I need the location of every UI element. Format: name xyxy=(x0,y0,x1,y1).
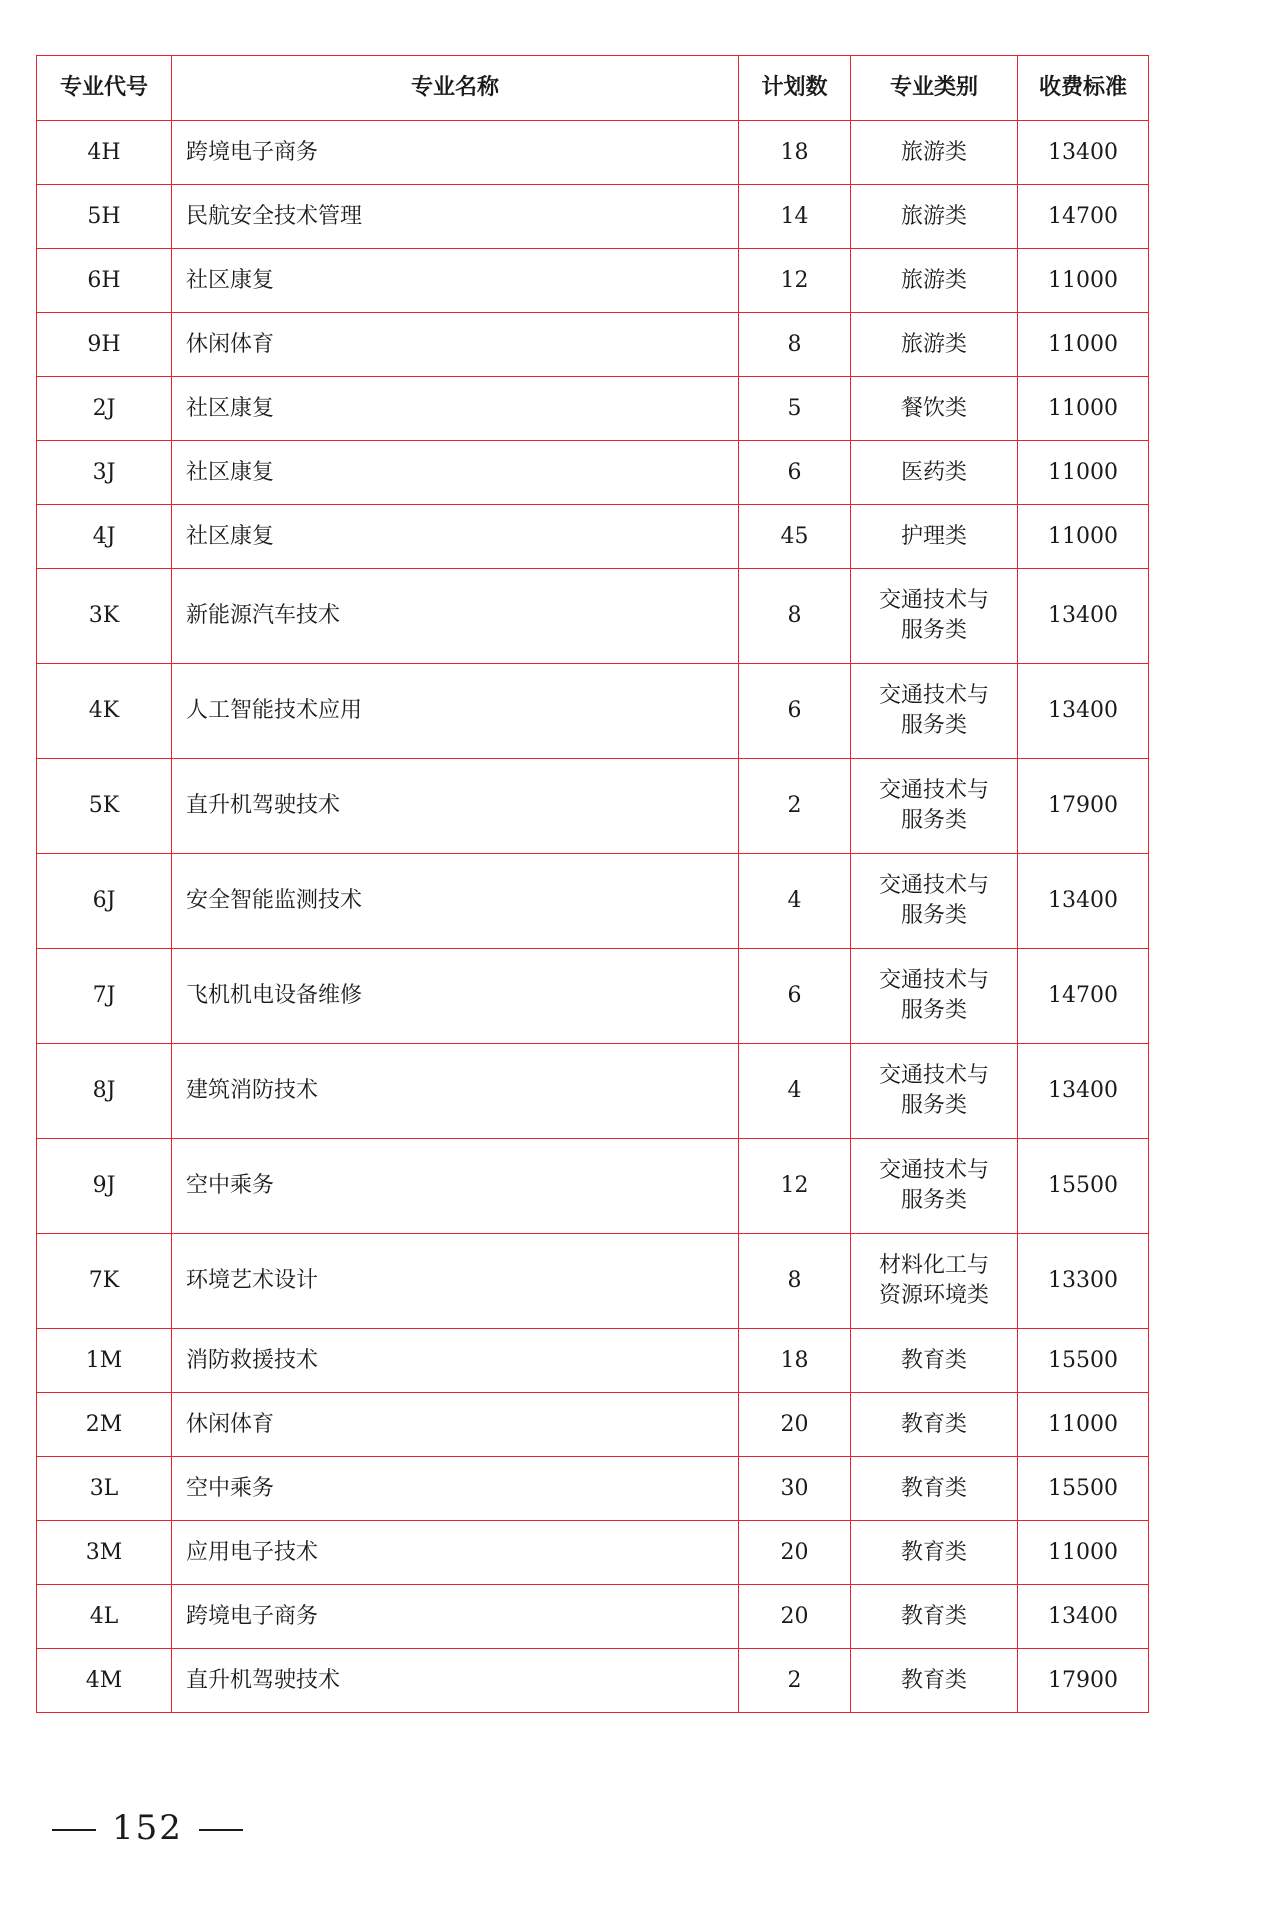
cell-fee: 11000 xyxy=(1018,313,1149,377)
cell-name: 飞机机电设备维修 xyxy=(172,949,739,1044)
category-line: 护理类 xyxy=(900,523,967,549)
cell-fee: 13400 xyxy=(1018,1585,1149,1649)
cell-category xyxy=(851,664,1018,759)
cell-code: 8J xyxy=(37,1044,172,1139)
cell-name: 休闲体育 xyxy=(172,313,739,377)
cell-category xyxy=(851,1139,1018,1234)
cell-category xyxy=(851,1649,1018,1713)
cell-plan: 45 xyxy=(739,505,851,569)
cell-fee: 14700 xyxy=(1018,185,1149,249)
table-row xyxy=(37,249,1149,313)
cell-fee: 15500 xyxy=(1018,1329,1149,1393)
category-line: 资源环境类 xyxy=(878,1283,989,1308)
cell-plan: 12 xyxy=(739,1139,851,1234)
cell-name: 空中乘务 xyxy=(172,1139,739,1234)
cell-fee: 14700 xyxy=(1018,949,1149,1044)
category-line: 材料化工与 xyxy=(878,1253,989,1278)
category-line: 交通技术与 xyxy=(878,588,989,613)
cell-name: 消防救援技术 xyxy=(172,1329,739,1393)
cell-name: 新能源汽车技术 xyxy=(172,569,739,664)
cell-fee: 13400 xyxy=(1018,569,1149,664)
cell-code: 3L xyxy=(37,1457,172,1521)
cell-name: 社区康复 xyxy=(172,377,739,441)
table-row xyxy=(37,121,1149,185)
cell-plan: 2 xyxy=(739,1649,851,1713)
category-line: 旅游类 xyxy=(900,139,967,165)
cell-category xyxy=(851,121,1018,185)
cell-fee: 17900 xyxy=(1018,1649,1149,1713)
category-line: 服务类 xyxy=(900,903,967,928)
table-body xyxy=(37,121,1149,1713)
category-line: 旅游类 xyxy=(900,203,967,229)
cell-code: 5H xyxy=(37,185,172,249)
cell-category xyxy=(851,441,1018,505)
header-category: 专业类别 xyxy=(851,56,1018,121)
table-row xyxy=(37,569,1149,664)
cell-code: 3J xyxy=(37,441,172,505)
cell-code: 2J xyxy=(37,377,172,441)
cell-fee: 11000 xyxy=(1018,441,1149,505)
cell-fee: 13300 xyxy=(1018,1234,1149,1329)
cell-code: 4J xyxy=(37,505,172,569)
cell-code: 3M xyxy=(37,1521,172,1585)
cell-plan: 30 xyxy=(739,1457,851,1521)
table-row xyxy=(37,505,1149,569)
cell-code: 4M xyxy=(37,1649,172,1713)
category-line: 教育类 xyxy=(900,1475,967,1501)
category-line: 服务类 xyxy=(900,1093,967,1118)
cell-name: 应用电子技术 xyxy=(172,1521,739,1585)
cell-category xyxy=(851,854,1018,949)
cell-category xyxy=(851,249,1018,313)
cell-plan: 20 xyxy=(739,1521,851,1585)
cell-code: 9J xyxy=(37,1139,172,1234)
category-line: 旅游类 xyxy=(900,331,967,357)
header-plan: 计划数 xyxy=(739,56,851,121)
category-line: 教育类 xyxy=(900,1539,967,1565)
category-line: 服务类 xyxy=(900,1188,967,1213)
table-row xyxy=(37,1649,1149,1713)
cell-plan: 20 xyxy=(739,1585,851,1649)
cell-name: 人工智能技术应用 xyxy=(172,664,739,759)
cell-plan: 18 xyxy=(739,121,851,185)
table-row xyxy=(37,1234,1149,1329)
category-line: 交通技术与 xyxy=(878,778,989,803)
cell-fee: 11000 xyxy=(1018,249,1149,313)
cell-fee: 13400 xyxy=(1018,664,1149,759)
enrollment-table-container xyxy=(36,55,1148,1713)
category-line: 教育类 xyxy=(900,1603,967,1629)
cell-code: 7K xyxy=(37,1234,172,1329)
cell-name: 建筑消防技术 xyxy=(172,1044,739,1139)
cell-fee: 11000 xyxy=(1018,505,1149,569)
cell-category xyxy=(851,569,1018,664)
category-line: 餐饮类 xyxy=(900,395,967,421)
cell-category xyxy=(851,759,1018,854)
cell-plan: 4 xyxy=(739,1044,851,1139)
table-header-row xyxy=(37,56,1149,121)
table-row xyxy=(37,1329,1149,1393)
category-line: 服务类 xyxy=(900,808,967,833)
cell-fee: 13400 xyxy=(1018,1044,1149,1139)
cell-code: 3K xyxy=(37,569,172,664)
cell-name: 社区康复 xyxy=(172,505,739,569)
category-line: 旅游类 xyxy=(900,267,967,293)
cell-fee: 13400 xyxy=(1018,121,1149,185)
category-line: 交通技术与 xyxy=(878,873,989,898)
cell-name: 社区康复 xyxy=(172,441,739,505)
table-row xyxy=(37,854,1149,949)
cell-fee: 15500 xyxy=(1018,1457,1149,1521)
cell-code: 7J xyxy=(37,949,172,1044)
cell-category xyxy=(851,313,1018,377)
table-row xyxy=(37,1044,1149,1139)
category-line: 医药类 xyxy=(900,459,967,485)
cell-category xyxy=(851,1044,1018,1139)
cell-name: 安全智能监测技术 xyxy=(172,854,739,949)
table-row xyxy=(37,185,1149,249)
cell-name: 跨境电子商务 xyxy=(172,1585,739,1649)
cell-plan: 20 xyxy=(739,1393,851,1457)
cell-plan: 18 xyxy=(739,1329,851,1393)
cell-plan: 5 xyxy=(739,377,851,441)
cell-name: 直升机驾驶技术 xyxy=(172,759,739,854)
cell-fee: 11000 xyxy=(1018,1393,1149,1457)
cell-plan: 14 xyxy=(739,185,851,249)
cell-code: 6H xyxy=(37,249,172,313)
cell-code: 4H xyxy=(37,121,172,185)
cell-code: 2M xyxy=(37,1393,172,1457)
category-line: 教育类 xyxy=(900,1347,967,1373)
header-name: 专业名称 xyxy=(172,56,739,121)
category-line: 服务类 xyxy=(900,998,967,1023)
table-row xyxy=(37,664,1149,759)
cell-category xyxy=(851,1457,1018,1521)
cell-category xyxy=(851,949,1018,1044)
table-row xyxy=(37,1521,1149,1585)
cell-fee: 15500 xyxy=(1018,1139,1149,1234)
table-row xyxy=(37,759,1149,854)
cell-category xyxy=(851,1585,1018,1649)
cell-plan: 6 xyxy=(739,664,851,759)
cell-code: 6J xyxy=(37,854,172,949)
category-line: 交通技术与 xyxy=(878,968,989,993)
table-row xyxy=(37,1393,1149,1457)
cell-code: 5K xyxy=(37,759,172,854)
cell-name: 民航安全技术管理 xyxy=(172,185,739,249)
cell-name: 休闲体育 xyxy=(172,1393,739,1457)
cell-plan: 6 xyxy=(739,949,851,1044)
category-line: 交通技术与 xyxy=(878,1158,989,1183)
page-number: 152 xyxy=(112,1808,183,1848)
cell-category xyxy=(851,377,1018,441)
cell-name: 空中乘务 xyxy=(172,1457,739,1521)
table-row xyxy=(37,949,1149,1044)
cell-category xyxy=(851,1521,1018,1585)
cell-name: 社区康复 xyxy=(172,249,739,313)
cell-plan: 8 xyxy=(739,313,851,377)
category-line: 交通技术与 xyxy=(878,683,989,708)
cell-category xyxy=(851,1393,1018,1457)
cell-code: 4K xyxy=(37,664,172,759)
table-row xyxy=(37,1139,1149,1234)
cell-fee: 13400 xyxy=(1018,854,1149,949)
header-fee: 收费标准 xyxy=(1018,56,1149,121)
cell-plan: 8 xyxy=(739,1234,851,1329)
cell-category xyxy=(851,185,1018,249)
cell-plan: 4 xyxy=(739,854,851,949)
cell-name: 直升机驾驶技术 xyxy=(172,1649,739,1713)
table-row xyxy=(37,313,1149,377)
cell-plan: 12 xyxy=(739,249,851,313)
category-line: 教育类 xyxy=(900,1667,967,1693)
cell-fee: 17900 xyxy=(1018,759,1149,854)
cell-code: 4L xyxy=(37,1585,172,1649)
cell-plan: 2 xyxy=(739,759,851,854)
table-row xyxy=(37,377,1149,441)
category-line: 服务类 xyxy=(900,618,967,643)
cell-name: 跨境电子商务 xyxy=(172,121,739,185)
enrollment-plan-table xyxy=(36,55,1149,1713)
cell-fee: 11000 xyxy=(1018,1521,1149,1585)
cell-code: 9H xyxy=(37,313,172,377)
cell-name: 环境艺术设计 xyxy=(172,1234,739,1329)
table-row xyxy=(37,1457,1149,1521)
cell-category xyxy=(851,505,1018,569)
cell-code: 1M xyxy=(37,1329,172,1393)
page-number-dash-left xyxy=(52,1829,96,1831)
cell-fee: 11000 xyxy=(1018,377,1149,441)
page-footer xyxy=(52,1808,259,1848)
table-row xyxy=(37,1585,1149,1649)
header-code: 专业代号 xyxy=(37,56,172,121)
cell-plan: 8 xyxy=(739,569,851,664)
category-line: 服务类 xyxy=(900,713,967,738)
table-row xyxy=(37,441,1149,505)
cell-category xyxy=(851,1234,1018,1329)
cell-category xyxy=(851,1329,1018,1393)
cell-plan: 6 xyxy=(739,441,851,505)
category-line: 交通技术与 xyxy=(878,1063,989,1088)
category-line: 教育类 xyxy=(900,1411,967,1437)
page-number-dash-right xyxy=(199,1829,243,1831)
